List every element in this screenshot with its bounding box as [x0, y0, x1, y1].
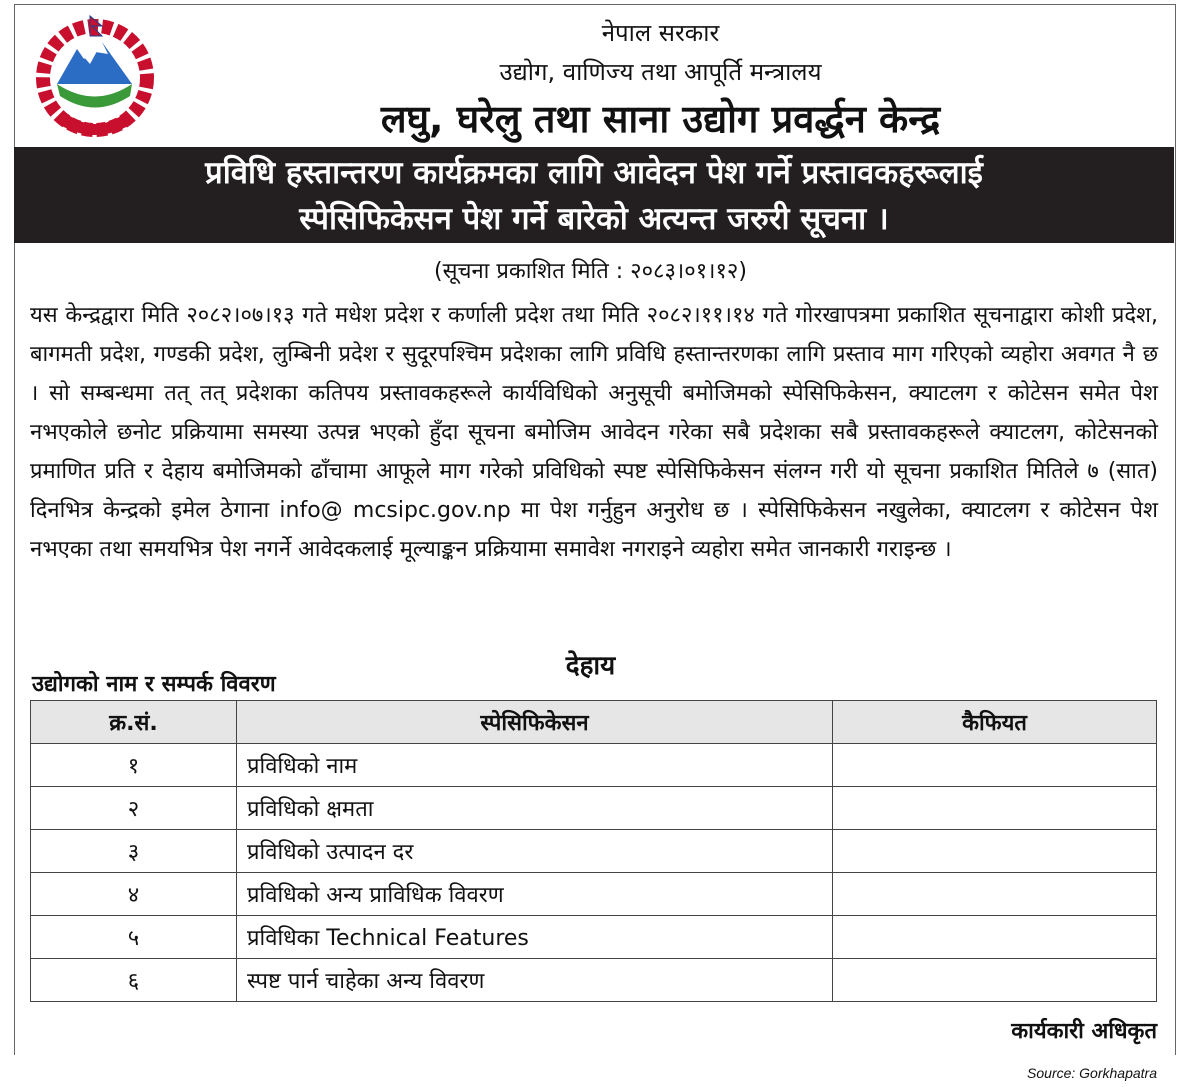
serial-cell: ३ — [31, 830, 237, 873]
serial-cell: २ — [31, 787, 237, 830]
header-serial: क्र.सं. — [31, 701, 237, 744]
spec-cell: प्रविधिका Technical Features — [237, 916, 833, 959]
spec-cell: प्रविधिको नाम — [237, 744, 833, 787]
government-name: नेपाल सरकार — [601, 19, 720, 47]
serial-cell: ५ — [31, 916, 237, 959]
notice-title-line-1: प्रविधि हस्तान्तरण कार्यक्रमका लागि आवेदन पेश गर्ने प्रस्तावकहरूलाई — [205, 155, 983, 191]
office-name: लघु, घरेलु तथा साना उद्योग प्रवर्द्धन केन्द्र — [380, 97, 941, 141]
spec-cell: स्पष्ट पार्न चाहेका अन्य विवरण — [237, 959, 833, 1002]
table-row — [31, 787, 1157, 830]
table-title: उद्योगको नाम र सम्पर्क विवरण — [32, 672, 276, 697]
notice-body: यस केन्द्रद्वारा मिति २०८२।०७।१३ गते मधेश प्रदेश र कर्णाली प्रदेश तथा मिति २०८२।११।१४ गते गोरखापत्रमा प्रकाशित सूचनाद्वारा कोशी प्रदेश, बागमती प्रदेश, गण्डकी प्रदेश, लुम्बिनी प्रदेश र सुदूरपश्चिम प्रदेशका लागि प्रविधि हस्तान्तरणका लागि प्रस्ताव माग गरिएको व्यहोरा अवगत नै छ । सो सम्बन्धमा तत् तत् प्रदेशका कतिपय प्रस्तावकहरूले कार्यविधिको अनुसूची बमोजिमको स्पेसिफिकेसन, क्याटलग र कोटेसन समेत पेश नभएकोले छनोट प्रक्रियामा समस्या उत्पन्न भएको हुँदा सूचना बमोजिम आवेदन गरेका सबै प्रदेशका सबै प्रस्तावकहरूले क्याटलग, कोटेसनको प्रमाणित प्रति र देहाय बमोजिमको ढाँचामा आफूले माग गरेको प्रविधिको स्पष्ट स्पेसिफिकेसन संलग्न गरी यो सूचना प्रकाशित मितिले ७ (सात) दिनभित्र केन्द्रको इमेल ठेगाना info@ mcsipc.gov.np मा पेश गर्नुहुन अनुरोध छ । स्पेसिफिकेसन नखुलेका, क्याटलग र कोटेसन पेश नभएका तथा समयभित्र पेश नगर्ने आवेदकलाई मूल्याङ्कन प्रक्रियामा समावेश नगराइने व्यहोरा समेत जानकारी गराइन्छ । — [30, 303, 1158, 562]
notice-title-line-2: स्पेसिफिकेसन पेश गर्ने बारेको अत्यन्त जरुरी सूचना । — [299, 201, 889, 237]
table-row — [31, 744, 1157, 787]
table-row — [31, 873, 1157, 916]
remark-cell — [833, 830, 1157, 873]
remark-cell — [833, 959, 1157, 1002]
serial-cell: १ — [31, 744, 237, 787]
header-specification: स्पेसिफिकेसन — [237, 701, 833, 744]
remark-cell — [833, 916, 1157, 959]
remark-cell — [833, 744, 1157, 787]
spec-cell: प्रविधिको क्षमता — [237, 787, 833, 830]
serial-cell: ४ — [31, 873, 237, 916]
annex-title: देहाय — [565, 651, 616, 681]
table-row — [31, 916, 1157, 959]
source-credit: Source: Gorkhapatra — [1027, 1065, 1157, 1081]
spec-cell: प्रविधिको उत्पादन दर — [237, 830, 833, 873]
notice-title-banner — [14, 147, 1174, 243]
ministry-name: उद्योग, वाणिज्य तथा आपूर्ति मन्त्रालय — [499, 58, 822, 86]
nepal-government-emblem-icon — [32, 14, 158, 142]
table-header-row — [31, 701, 1157, 744]
remark-cell — [833, 873, 1157, 916]
serial-cell: ६ — [31, 959, 237, 1002]
spec-cell: प्रविधिको अन्य प्राविधिक विवरण — [237, 873, 833, 916]
header-remarks: कैफियत — [833, 701, 1157, 744]
table-row — [31, 959, 1157, 1002]
specification-table — [30, 700, 1157, 1002]
remark-cell — [833, 787, 1157, 830]
publish-date: (सूचना प्रकाशित मिति : २०८३।०१।१२) — [434, 259, 747, 284]
signatory-title: कार्यकारी अधिकृत — [1011, 1019, 1157, 1044]
table-row — [31, 830, 1157, 873]
